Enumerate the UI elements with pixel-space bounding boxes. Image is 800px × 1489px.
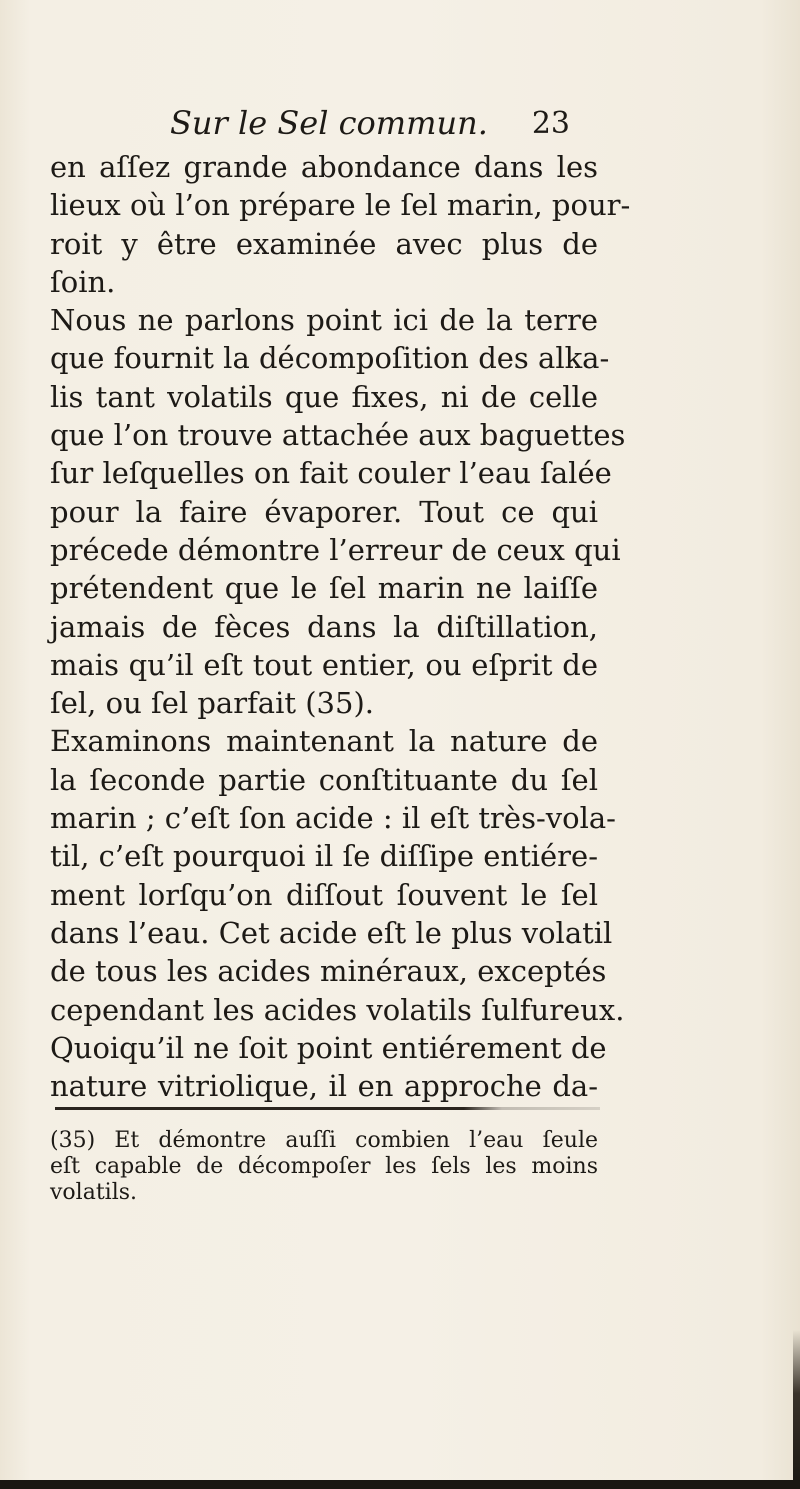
text-line: lis tant volatils que fixes, ni de celle (50, 379, 598, 414)
text-line: marin ; c’eſt ſon acide : il eſt très-vola- (50, 801, 616, 836)
text-line: précede démontre l’erreur de ceux qui (50, 532, 621, 567)
text-line: que fournit la décompoſition des alka- (50, 341, 610, 376)
footnote-line: volatils. (50, 1180, 138, 1205)
text-line: til, c’eſt pourquoi il ſe diſſipe entiére- (50, 839, 598, 874)
text-line: ſur leſquelles on fait couler l’eau ſalée (50, 456, 612, 491)
footnote (50, 1128, 598, 1206)
page-bottom-edge (0, 1480, 800, 1489)
text-line: roit y être examinée avec plus de (50, 226, 598, 261)
text-line: ſoin. (50, 264, 116, 299)
running-title: Sur le Sel commun. (170, 104, 488, 142)
text-line: pour la faire évaporer. Tout ce qui (50, 494, 598, 529)
running-header (170, 104, 600, 144)
page-number: 23 (531, 106, 570, 141)
text-line: mais qu’il eſt tout entier, ou eſprit de (50, 647, 598, 682)
text-line: la ſeconde partie conſtituante du ſel (50, 762, 598, 797)
text-line: jamais de fèces dans la diſtillation, (50, 609, 598, 644)
text-line: Nous ne parlons point ici de la terre (50, 303, 598, 338)
text-line: nature vitriolique, il en approche da- (50, 1069, 598, 1104)
text-line: de tous les acides minéraux, exceptés (50, 954, 607, 989)
main-text (50, 148, 631, 1105)
text-line: dans l’eau. Cet acide eſt le plus volatil (50, 915, 613, 950)
text-line: ment lorſqu’on diſſout ſouvent le ſel (50, 877, 598, 912)
page-edge-shadow (793, 1330, 800, 1489)
text-line: prétendent que le ſel marin ne laiſſe (50, 571, 598, 606)
text-line: ſel, ou ſel parfait (35). (50, 686, 374, 721)
footnote-line: (35) Et démontre auſſi combien l’eau ſeule (50, 1128, 598, 1153)
text-line: en aſſez grande abondance dans les (50, 150, 598, 184)
text-line: cependant les acides volatils ſulfureux. (50, 992, 625, 1027)
text-line: que l’on trouve attachée aux baguettes (50, 418, 626, 453)
footnote-line: eſt capable de décompoſer les ſels les moins (50, 1154, 598, 1179)
footnote-rule (55, 1107, 600, 1110)
text-line: Quoiqu’il ne ſoit point entiérement de (50, 1030, 607, 1065)
text-line: lieux où l’on prépare le ſel marin, pour- (50, 188, 631, 223)
text-line: Examinons maintenant la nature de (50, 724, 598, 759)
